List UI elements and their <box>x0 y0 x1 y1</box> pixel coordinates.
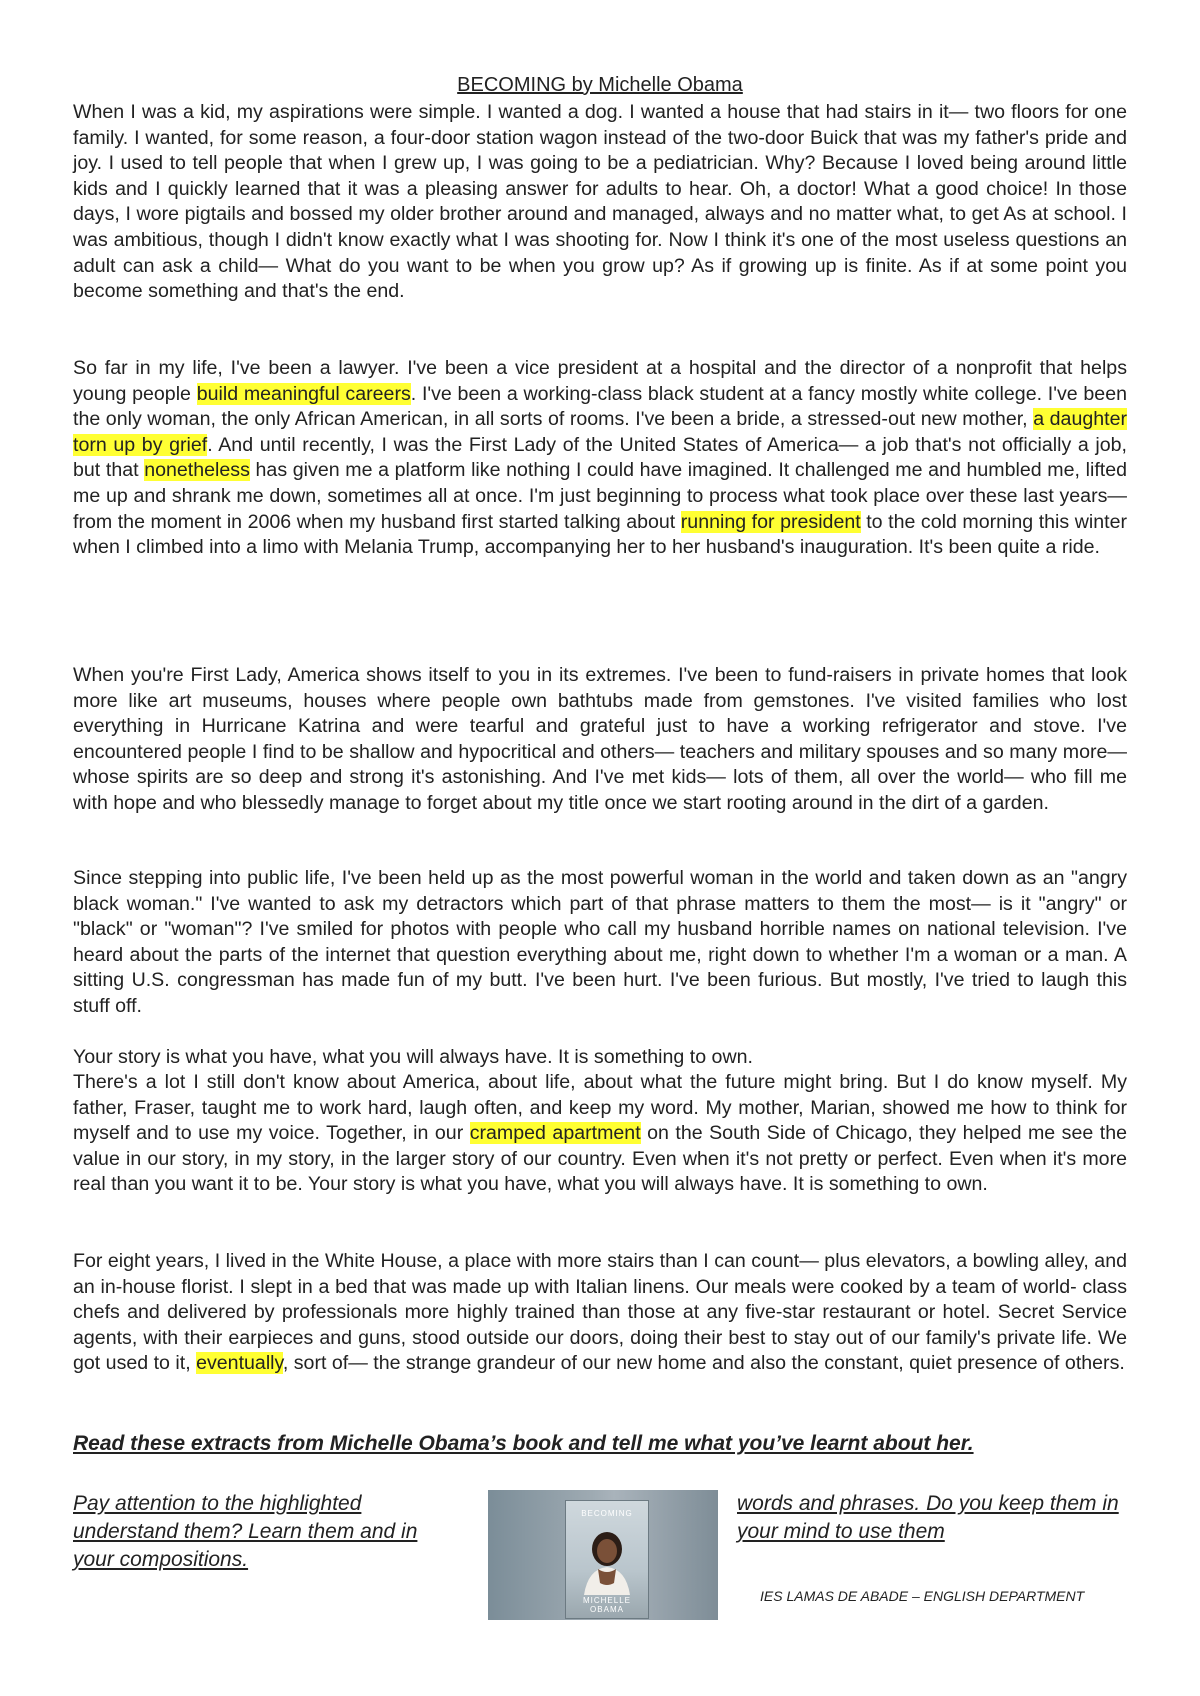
paragraph-7 <box>73 1249 1127 1377</box>
paragraph-text: . And until recently, I was the First Lady of the United States of America— a job that's not officially a job, but that <box>73 433 1127 482</box>
note-left: Pay attention to the highlighted understand them? Learn them and in your compositions. <box>73 1492 418 1571</box>
paragraph-text: There's a lot I still don't know about America, about life, about what the future might bring. But I do know myself. My father, Fraser, taught me to work hard, laugh often, and keep my word. My mother, Marian, showed me how to think for myself and to use my voice. Together, in our <box>73 1071 1127 1145</box>
cover-title: BECOMING <box>581 1509 633 1518</box>
paragraph-text: on the South Side of Chicago, they helped me see the value in our story, in my story, in the larger story of our country. Even when it's not pretty or perfect. Even when it's more real than you want it to be. Your story is what you have, what you will always have. It is something to own. <box>73 1122 1127 1196</box>
paragraph-text: to the cold morning this winter when I climbed into a limo with Melania Trump, accompanying her to her husband's inauguration. It's been quite a ride. <box>73 510 1127 559</box>
paragraph-text: Your story is what you have, what you will always have. It is something to own. <box>73 1046 753 1068</box>
cover-author-last: OBAMA <box>590 1605 624 1614</box>
highlighted-phrase: running for president <box>680 510 861 533</box>
paragraph-text: When I was a kid, my aspirations were simple. I wanted a dog. I wanted a house that had stairs in it— two floors for one family. I wanted, for some reason, a four-door station wagon instead of the two-door Buick that was my father's pride and joy. I used to tell people that when I grew up, I was going to be a pediatrician. Why? Because I loved being around little kids and I quickly learned that it was a pleasing answer for adults to hear. Oh, a doctor! What a good choice! In those days, I wore pigtails and bossed my older brother around and managed, always and no matter what, to get As at school. I was ambitious, though I didn't know exactly what I was shooting for. Now I think it's one of the most useless questions an adult can ask a child— What do you want to be when you grow up? As if growing up is finite. As if at some point you become something and that's the end. <box>73 101 1127 303</box>
paragraph-3 <box>73 663 1127 817</box>
paragraph-4 <box>73 866 1127 1020</box>
paragraph-text: , sort of— the strange grandeur of our new home and also the constant, quiet presence of others. <box>282 1352 1125 1375</box>
highlighted-phrase: build meaningful careers <box>196 382 411 405</box>
paragraph-text: . I've been a working-class black student at a fancy mostly white college. I've been the only woman, the only African American, in all sorts of rooms. I've been a bride, a stressed-out new mother, <box>73 382 1127 431</box>
paragraph-text: has given me a platform like nothing I could have imagined. It challenged me and humbled me, lifted me up and shrank me down, sometimes all at once. I'm just beginning to process what took place over these last years— from the moment in 2006 when my husband first started talking about <box>73 459 1127 533</box>
instruction-text: Read these extracts from Michelle Obama’s book and tell me what you’ve learnt about her. <box>73 1432 974 1455</box>
highlighted-phrase: nonetheless <box>144 459 250 482</box>
document-title: BECOMING by Michelle Obama <box>457 74 743 96</box>
book-cover-image <box>488 1490 718 1620</box>
department-footer: IES LAMAS DE ABADE – ENGLISH DEPARTMENT <box>760 1588 1085 1604</box>
paragraph-text: When you're First Lady, America shows itself to you in its extremes. I've been to fund-raisers in private homes that look more like art museums, houses where people own bathtubs made from gemstones. I've visited families who lost everything in Hurricane Katrina and were tearful and grateful just to have a working refrigerator and stove. I've encountered people I find to be shallow and hypocritical and others— teachers and military spouses and so many more— whose spirits are so deep and strong it's astonishing. And I've met kids— lots of them, all over the world— who fill me with hope and who blessedly manage to forget about my title once we start rooting around in the dirt of a garden. <box>73 664 1127 814</box>
highlighted-phrase: a daughter torn up by grief <box>73 408 1127 456</box>
paragraph-text: For eight years, I lived in the White House, a place with more stairs than I can count— plus elevators, a bowling alley, and an in-house florist. I slept in a bed that was made up with Italian linens. Our meals were cooked by a team of world- class chefs and delivered by professionals more highly trained than those at any five-star restaurant or hotel. Secret Service agents, with their earpieces and guns, stood outside our doors, doing their best to stay out of our family's private life. We got used to it, <box>73 1250 1127 1375</box>
highlighted-phrase: eventually <box>196 1352 283 1375</box>
note-right: words and phrases. Do you keep them in your mind to use them <box>737 1492 1119 1543</box>
book-cover <box>565 1500 649 1619</box>
cover-author-first: MICHELLE <box>582 1596 631 1605</box>
cover-author <box>566 1596 648 1614</box>
paragraph-6 <box>73 1070 1127 1198</box>
highlighted-phrase: cramped apartment <box>469 1122 641 1145</box>
portrait-icon <box>578 1525 636 1595</box>
paragraph-1 <box>73 100 1127 305</box>
paragraph-2 <box>73 356 1127 561</box>
paragraph-text: So far in my life, I've been a lawyer. I've been a vice president at a hospital and the director of a nonprofit that helps young people <box>73 357 1127 405</box>
paragraph-text: Since stepping into public life, I've been held up as the most powerful woman in the world and taken down as an "angry black woman." I've wanted to ask my detractors which part of that phrase matters to them the most— is it "angry" or "black" or "woman"? I've smiled for photos with people who call my husband horrible names on national television. I've heard about the parts of the internet that question everything about me, right down to whether I'm a woman or a man. A sitting U.S. congressman has made fun of my butt. I've been hurt. I've been furious. But mostly, I've tried to laugh this stuff off. <box>73 867 1127 1017</box>
paragraph-5 <box>73 1045 1127 1071</box>
